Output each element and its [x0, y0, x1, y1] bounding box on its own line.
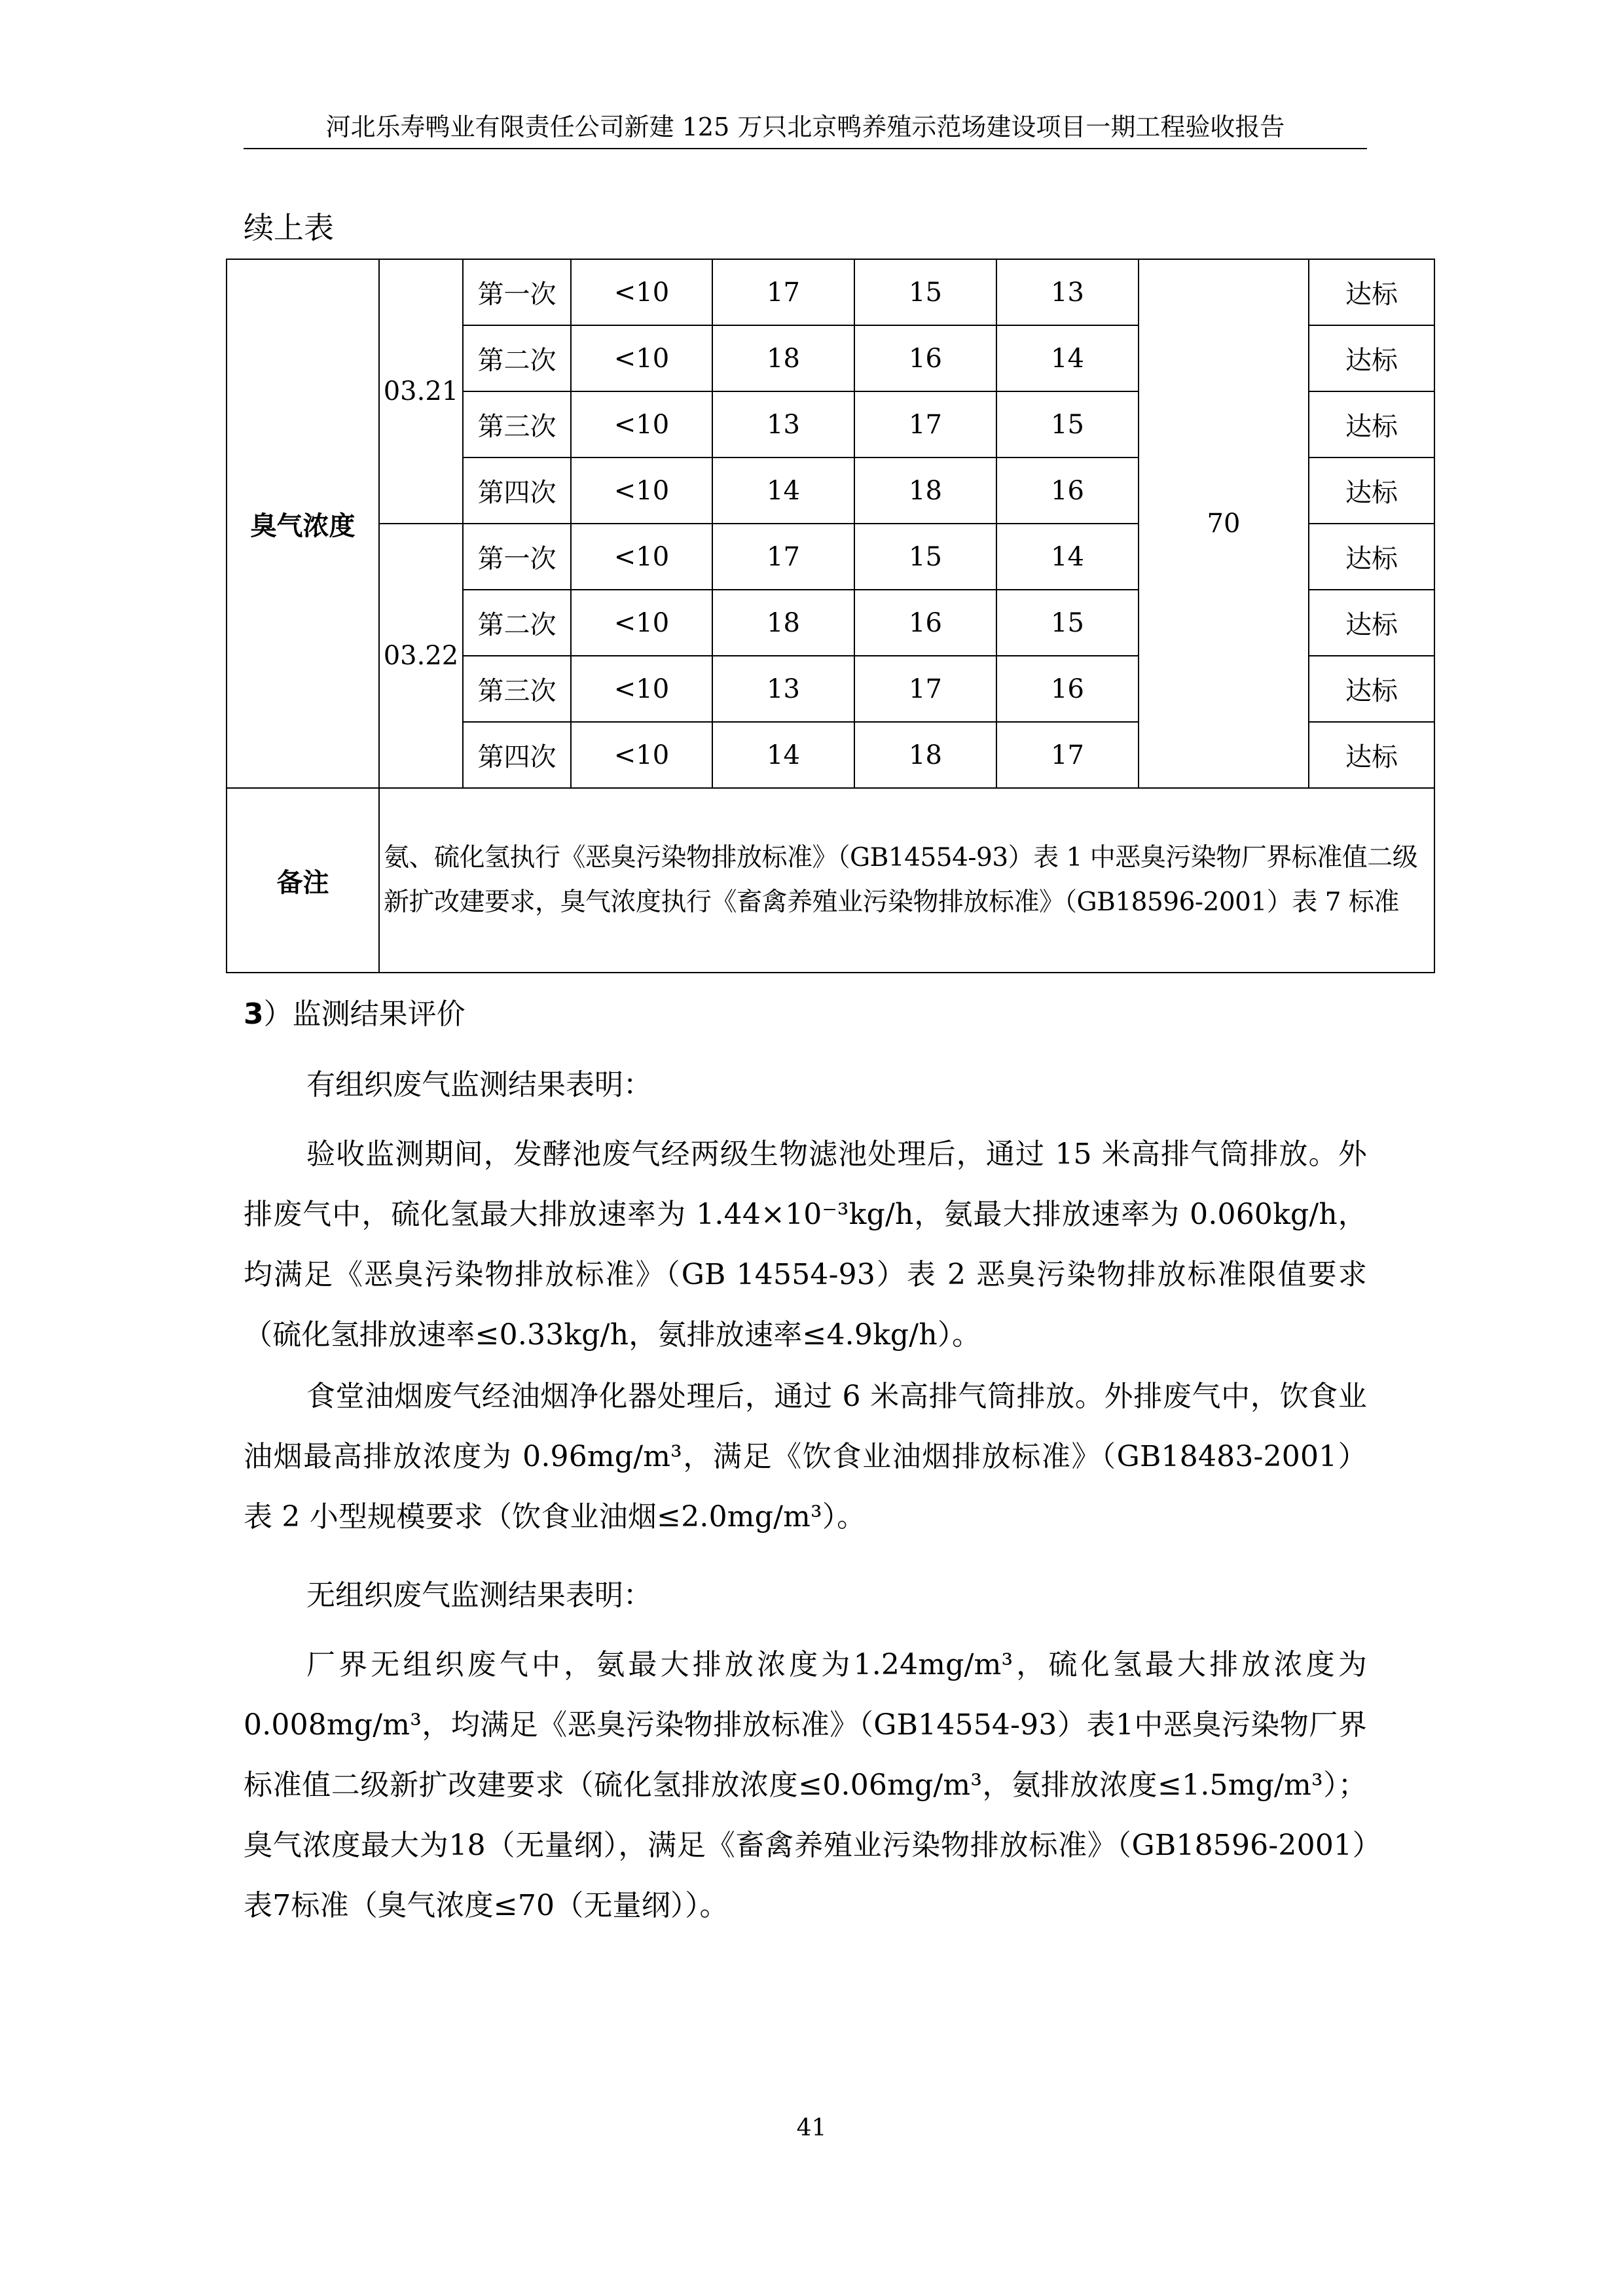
value-cell: <10: [571, 391, 712, 457]
header-rule: [244, 148, 1367, 149]
value-cell: 14: [996, 325, 1139, 391]
value-cell: 17: [712, 259, 854, 325]
result-cell: 达标: [1309, 590, 1434, 656]
section-heading: [244, 995, 465, 1034]
paragraph-organized-fermentation: 验收监测期间，发酵池废气经两级生物滤池处理后，通过 15 米高排气筒排放。外排废气中，硫化氢最大排放速率为 1.44×10⁻³kg/h，氨最大排放速率为 0.060kg/h，均满足《恶臭污染物排放标准》（GB 14554-93）表 2 恶臭污染物排放标准限值要求（硫化氢排放速率≤0.33kg/h，氨排放速率≤4.9kg/h）。: [244, 1138, 1367, 1352]
value-cell: 16: [854, 325, 996, 391]
section-title: ）监测结果评价: [263, 997, 465, 1031]
value-cell: 15: [854, 259, 996, 325]
value-cell: <10: [571, 259, 712, 325]
value-cell: 18: [854, 457, 996, 524]
date-cell: 03.21: [379, 259, 463, 524]
value-cell: 16: [854, 590, 996, 656]
value-cell: 15: [854, 524, 996, 590]
sample-cell: 第四次: [463, 457, 571, 524]
result-cell: 达标: [1309, 722, 1434, 788]
value-cell: <10: [571, 325, 712, 391]
value-cell: 15: [996, 391, 1139, 457]
result-cell: 达标: [1309, 325, 1434, 391]
result-cell: 达标: [1309, 457, 1434, 524]
value-cell: <10: [571, 590, 712, 656]
date-cell: 03.22: [379, 524, 463, 788]
sample-cell: 第三次: [463, 656, 571, 722]
value-cell: 13: [712, 656, 854, 722]
sample-cell: 第二次: [463, 590, 571, 656]
value-cell: 15: [996, 590, 1139, 656]
limit-cell: 70: [1139, 259, 1309, 788]
value-cell: <10: [571, 524, 712, 590]
result-cell: 达标: [1309, 391, 1434, 457]
sample-cell: 第一次: [463, 524, 571, 590]
paragraph-fugitive-emission: 厂界无组织废气中，氨最大排放浓度为1.24mg/m³，硫化氢最大排放浓度为0.008mg/m³，均满足《恶臭污染物排放标准》（GB14554-93）表1中恶臭污染物厂界标准值二级新扩改建要求（硫化氢排放浓度≤0.06mg/m³，氨排放浓度≤1.5mg/m³）；臭气浓度最大为18（无量纲），满足《畜禽养殖业污染物排放标准》（GB18596-2001）表7标准（臭气浓度≤70（无量纲））。: [244, 1648, 1367, 1922]
result-cell: 达标: [1309, 524, 1434, 590]
odor-concentration-table: [226, 259, 1435, 973]
sample-cell: 第一次: [463, 259, 571, 325]
sample-cell: 第二次: [463, 325, 571, 391]
value-cell: <10: [571, 656, 712, 722]
value-cell: 16: [996, 457, 1139, 524]
value-cell: 18: [854, 722, 996, 788]
value-cell: 14: [996, 524, 1139, 590]
value-cell: <10: [571, 722, 712, 788]
section-number: 3: [244, 997, 264, 1031]
organized-emission-heading: 有组织废气监测结果表明：: [306, 1068, 652, 1102]
value-cell: <10: [571, 457, 712, 524]
value-cell: 18: [712, 590, 854, 656]
value-cell: 13: [996, 259, 1139, 325]
value-cell: 17: [712, 524, 854, 590]
remark-text: 氨、硫化氢执行《恶臭污染物排放标准》（GB14554-93）表 1 中恶臭污染物厂界标准值二级新扩改建要求，臭气浓度执行《畜禽养殖业污染物排放标准》（GB18596-2001）表 7 标准: [379, 788, 1434, 973]
page-header: 河北乐寿鸭业有限责任公司新建 125 万只北京鸭养殖示范场建设项目一期工程验收报告: [325, 113, 1285, 141]
value-cell: 14: [712, 457, 854, 524]
paragraph-canteen-fume: 食堂油烟废气经油烟净化器处理后，通过 6 米高排气筒排放。外排废气中，饮食业油烟最高排放浓度为 0.96mg/m³，满足《饮食业油烟排放标准》（GB18483-2001）表 2 小型规模要求（饮食业油烟≤2.0mg/m³）。: [244, 1380, 1367, 1534]
sample-cell: 第三次: [463, 391, 571, 457]
value-cell: 14: [712, 722, 854, 788]
remark-row: [227, 788, 1434, 973]
sample-cell: 第四次: [463, 722, 571, 788]
value-cell: 17: [854, 656, 996, 722]
result-cell: 达标: [1309, 259, 1434, 325]
value-cell: 13: [712, 391, 854, 457]
value-cell: 16: [996, 656, 1139, 722]
parameter-cell: 臭气浓度: [227, 259, 379, 788]
continued-table-label: 续上表: [244, 210, 334, 245]
table-row: [227, 259, 1434, 325]
value-cell: 17: [996, 722, 1139, 788]
value-cell: 17: [854, 391, 996, 457]
result-cell: 达标: [1309, 656, 1434, 722]
value-cell: 18: [712, 325, 854, 391]
remark-label: 备注: [227, 788, 379, 973]
page-number: 41: [796, 2115, 827, 2142]
fugitive-emission-heading: 无组织废气监测结果表明：: [306, 1579, 652, 1612]
